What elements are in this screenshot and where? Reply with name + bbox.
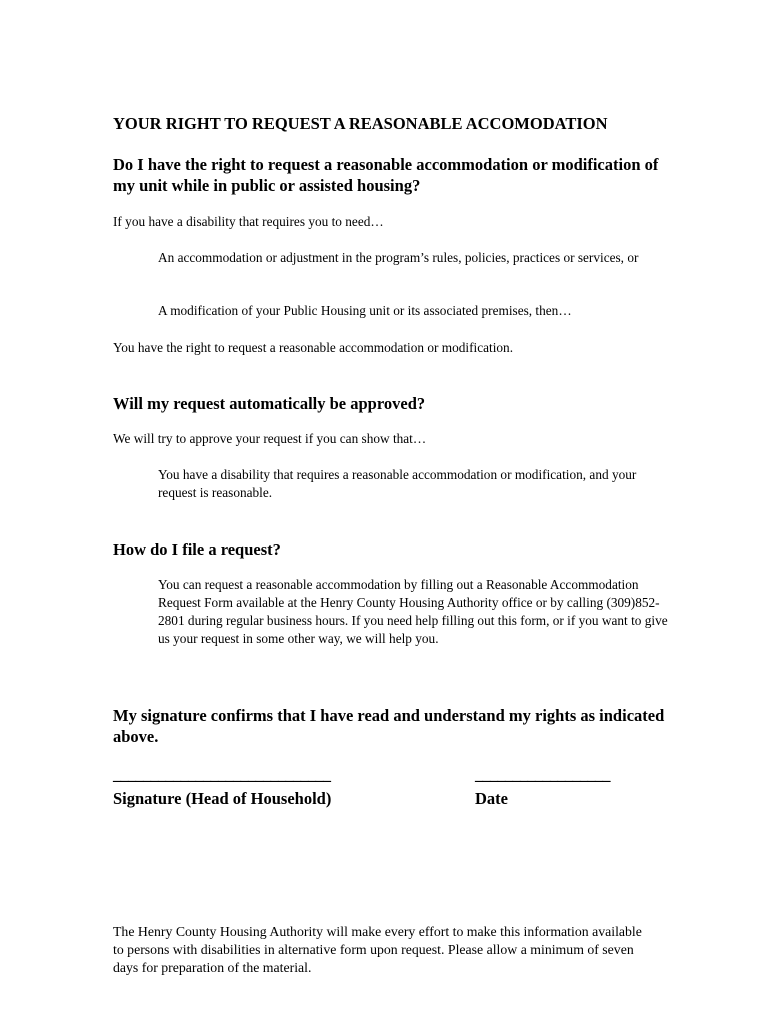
section-3-body: You can request a reasonable accommodation by filling out a Reasonable Accommodation Request Form available at the Henry County Housing Authority office or by calling (309)852-2801 during regular business hours. If you need help filling out this form, or if you want to give us your request in some other way, we will help you. bbox=[158, 577, 668, 646]
section-1-item-2: A modification of your Public Housing unit or its associated premises, then… bbox=[158, 303, 572, 318]
section-2-intro: We will try to approve your request if you can show that… bbox=[113, 431, 427, 446]
signature-statement: My signature confirms that I have read and understand my rights as indicated above. bbox=[113, 706, 665, 746]
section-1-item-1: An accommodation or adjustment in the program’s rules, policies, practices or services, or bbox=[158, 250, 639, 265]
section-1-conclusion: You have the right to request a reasonable accommodation or modification. bbox=[113, 340, 514, 355]
footer-notice: The Henry County Housing Authority will make every effort to make this information available to persons with disabilities in alternative form upon request. Please allow a minimum of seven days for preparation of the material. bbox=[113, 924, 642, 975]
date-line: __________________ bbox=[475, 767, 610, 784]
section-2-heading: Will my request automatically be approved? bbox=[113, 394, 426, 413]
section-1-heading: Do I have the right to request a reasonable accommodation or modification of my unit while in public or assisted housing? bbox=[113, 155, 659, 195]
signature-line: _____________________________ bbox=[113, 767, 331, 784]
section-1-intro: If you have a disability that requires you to need… bbox=[113, 214, 384, 229]
section-2-item: You have a disability that requires a reasonable accommodation or modification, and your request is reasonable. bbox=[158, 467, 637, 500]
section-3-heading: How do I file a request? bbox=[113, 540, 281, 559]
signature-label: Signature (Head of Household) bbox=[113, 789, 332, 808]
document-title: YOUR RIGHT TO REQUEST A REASONABLE ACCOMODATION bbox=[113, 114, 608, 133]
date-label: Date bbox=[475, 789, 508, 808]
